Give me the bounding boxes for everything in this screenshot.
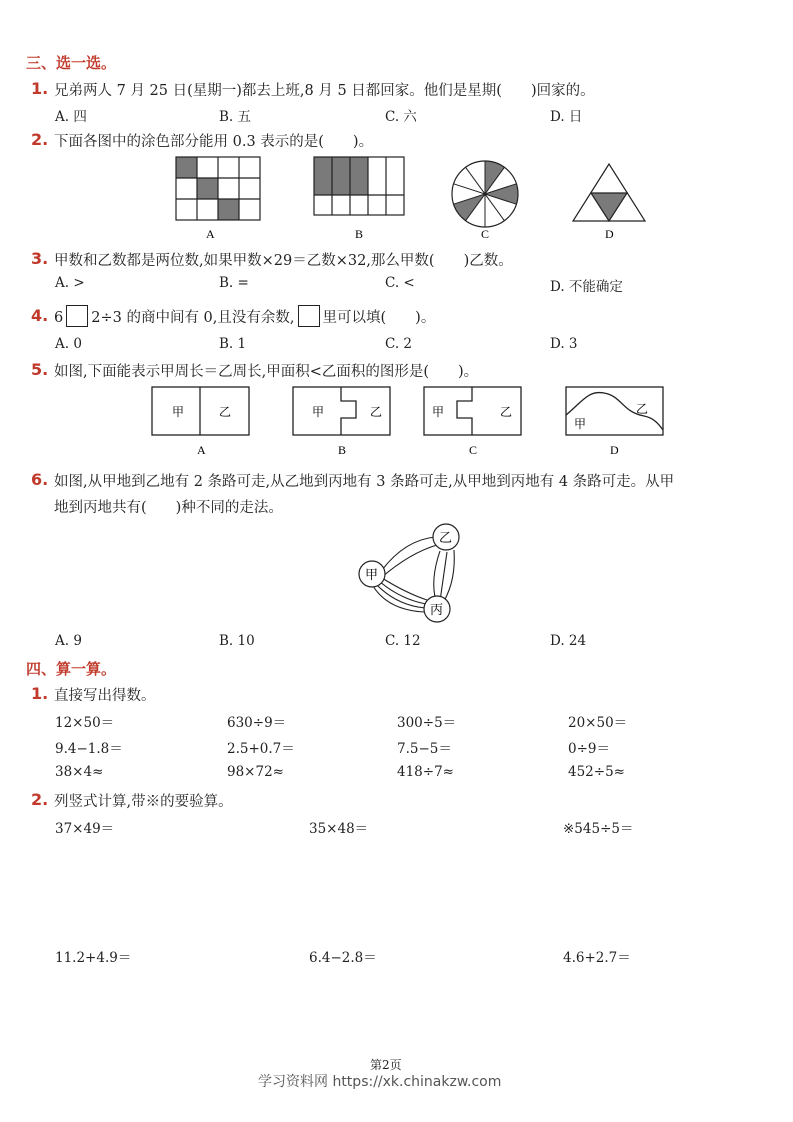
- question-text: 兄弟两人 7 月 25 日(星期一)都去上班,8 月 5 日都回家。他们是星期( )回家的。: [54, 83, 595, 99]
- route-diagram: [340, 515, 470, 627]
- option-b: B. =: [219, 275, 249, 291]
- figure-d-triangle: [573, 164, 645, 221]
- question-number: 1.: [31, 79, 49, 98]
- figure-label-c: C: [469, 443, 478, 457]
- figure-label-c: C: [481, 227, 490, 241]
- vertical-calc-item: 6.4−2.8＝: [309, 950, 377, 966]
- question-text: 直接写出得数。: [54, 688, 156, 704]
- option-b: B. 五: [219, 109, 252, 125]
- question-text-mid: 2÷3 的商中间有 0,且没有余数,: [91, 310, 295, 326]
- calc-item: 12×50＝: [55, 715, 115, 731]
- figure-label-d: D: [610, 443, 619, 457]
- label-yi: 乙: [370, 405, 383, 419]
- question-number: 2.: [31, 790, 49, 809]
- option-d: D. 3: [550, 336, 578, 352]
- question-text: 下面各图中的涂色部分能用 0.3 表示的是( )。: [54, 134, 374, 150]
- calc-item: 98×72≈: [227, 764, 284, 780]
- question-number: 6.: [31, 470, 49, 489]
- question-text: 甲数和乙数都是两位数,如果甲数×29＝乙数×32,那么甲数( )乙数。: [54, 253, 513, 269]
- option-b: B. 1: [219, 336, 247, 352]
- label-jia: 甲: [172, 405, 185, 419]
- option-a: A. >: [55, 275, 85, 291]
- figure-a-grid: [176, 157, 260, 220]
- vertical-calc-item: 37×49＝: [55, 821, 115, 837]
- label-yi: 乙: [219, 405, 232, 419]
- blank-box: [298, 305, 320, 327]
- fraction-figures: [0, 150, 793, 248]
- question-text: 如图,下面能表示甲周长＝乙周长,甲面积<乙面积的图形是( )。: [54, 364, 479, 380]
- page-number: 第2页: [370, 1058, 402, 1072]
- question-text: 列竖式计算,带※的要验算。: [54, 794, 233, 810]
- option-d: D. 日: [550, 109, 583, 125]
- figure-label-a: A: [206, 227, 215, 241]
- question-text-end: 里可以填( )。: [322, 310, 436, 326]
- option-c: C. 六: [385, 109, 417, 125]
- section-title-choose: 三、选一选。: [26, 54, 117, 72]
- calc-item: 0÷9＝: [568, 741, 610, 757]
- figure-label-b: B: [355, 227, 364, 241]
- calc-item: 452÷5≈: [568, 764, 625, 780]
- vertical-calc-item: ※545÷5＝: [563, 821, 634, 837]
- site-watermark: 学习资料网 https://xk.chinakzw.com: [258, 1074, 502, 1090]
- label-yi: 乙: [500, 405, 513, 419]
- figure-label-d: D: [605, 227, 614, 241]
- label-jia: 甲: [574, 417, 587, 431]
- calc-item: 20×50＝: [568, 715, 628, 731]
- label-jia: 甲: [312, 405, 325, 419]
- option-c: C. 12: [385, 633, 421, 649]
- calc-item: 7.5−5＝: [397, 741, 452, 757]
- figure-label-a: A: [197, 443, 206, 457]
- calc-item: 418÷7≈: [397, 764, 454, 780]
- vertical-calc-item: 11.2+4.9＝: [55, 950, 132, 966]
- question-number: 2.: [31, 130, 49, 149]
- option-d: D. 不能确定: [550, 279, 623, 295]
- blank-box: [66, 305, 88, 327]
- node-label-yi: 乙: [439, 531, 453, 546]
- option-d: D. 24: [550, 633, 587, 649]
- question-number: 3.: [31, 249, 49, 268]
- question-number: 5.: [31, 360, 49, 379]
- question-number: 1.: [31, 684, 49, 703]
- calc-item: 300÷5＝: [397, 715, 457, 731]
- node-label-bing: 丙: [430, 603, 444, 618]
- question-number: 4.: [31, 306, 49, 325]
- calc-item: 2.5+0.7＝: [227, 741, 295, 757]
- option-a: A. 9: [55, 633, 82, 649]
- figure-b-grid: [314, 157, 404, 215]
- question-text: [54, 305, 435, 327]
- label-jia: 甲: [432, 405, 445, 419]
- calc-item: 630÷9＝: [227, 715, 287, 731]
- option-a: A. 四: [55, 109, 87, 125]
- option-a: A. 0: [55, 336, 82, 352]
- node-label-jia: 甲: [365, 568, 379, 583]
- calc-item: 38×4≈: [55, 764, 104, 780]
- vertical-calc-item: 35×48＝: [309, 821, 369, 837]
- option-c: C. <: [385, 275, 415, 291]
- calc-item: 9.4−1.8＝: [55, 741, 123, 757]
- figure-c-circle: [452, 161, 518, 227]
- option-c: C. 2: [385, 336, 413, 352]
- figure-label-b: B: [338, 443, 347, 457]
- shape-figures: [0, 382, 793, 460]
- section-title-calculate: 四、算一算。: [26, 660, 117, 678]
- question-text-line1: 如图,从甲地到乙地有 2 条路可走,从乙地到丙地有 3 条路可走,从甲地到丙地有 4 条路可走。从甲: [54, 474, 675, 490]
- question-text-line2: 地到丙地共有( )种不同的走法。: [54, 500, 283, 516]
- vertical-calc-item: 4.6+2.7＝: [563, 950, 631, 966]
- label-yi: 乙: [636, 402, 649, 416]
- digit-6: 6: [54, 310, 64, 326]
- option-b: B. 10: [219, 633, 255, 649]
